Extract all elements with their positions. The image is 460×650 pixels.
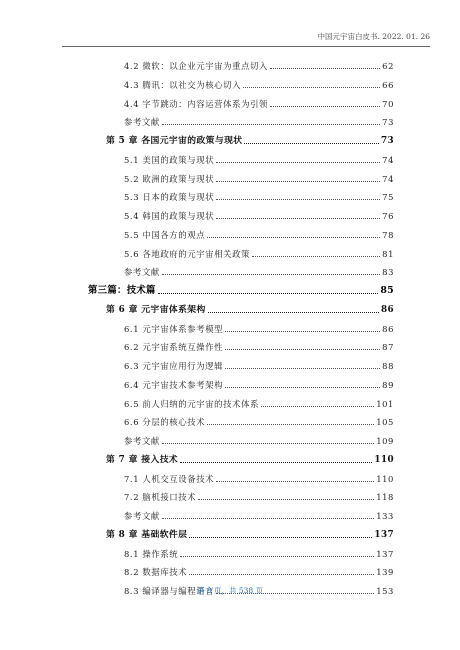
toc-entry-title: 5.5 中国各方的观点	[124, 229, 206, 240]
dot-leader	[180, 556, 374, 557]
toc-entry-title: 5.3 日本的政策与现状	[124, 192, 215, 203]
toc-entry[interactable]	[124, 223, 394, 241]
toc-entry-title: 参考文献	[124, 117, 160, 128]
toc-entry[interactable]	[124, 429, 394, 447]
toc-entry-page-number: 75	[382, 192, 394, 203]
dot-leader	[270, 68, 380, 69]
toc-entry-page-number: 62	[382, 61, 394, 71]
toc-entry-page-number: 105	[376, 417, 394, 428]
toc-entry-page-number: 110	[376, 473, 394, 484]
toc-entry-page-number: 73	[380, 136, 394, 146]
toc-entry-page-number: 109	[376, 436, 394, 446]
toc-entry-title: 第 5 章 各国元宇宙的政策与现状	[106, 136, 243, 146]
dot-leader	[243, 87, 380, 88]
dot-leader	[225, 349, 380, 350]
running-header: 中国元宇宙白皮书. 2022. 01. 26	[317, 32, 430, 41]
toc-entry[interactable]	[124, 410, 394, 428]
toc-entry[interactable]	[124, 504, 394, 522]
dot-leader	[225, 368, 380, 369]
toc-entry[interactable]	[124, 392, 394, 410]
toc-entry-title: 5.6 各地政府的元宇宙相关政策	[124, 248, 251, 259]
toc-entry-title: 参考文献	[124, 267, 160, 278]
toc-entry[interactable]	[124, 54, 394, 72]
toc-entry-page-number: 81	[382, 248, 394, 259]
toc-entry-title: 6.3 元宇宙应用行为逻辑	[124, 361, 224, 371]
dot-leader	[189, 537, 372, 538]
toc-entry-title: 参考文献	[124, 436, 160, 446]
toc-entry[interactable]	[106, 129, 394, 147]
toc-entry[interactable]	[124, 73, 394, 91]
dot-leader	[180, 462, 372, 463]
toc-entry[interactable]	[124, 185, 394, 203]
toc-entry[interactable]	[124, 542, 394, 560]
dot-leader	[216, 162, 380, 163]
toc-entry-page-number: 87	[382, 342, 394, 353]
dot-leader	[244, 143, 378, 144]
toc-entry-title: 4.3 腾讯：以社交为核心切入	[124, 79, 242, 90]
dot-leader	[162, 443, 374, 444]
toc-entry[interactable]	[106, 523, 394, 541]
toc-entry[interactable]	[124, 92, 394, 110]
toc-entry-page-number: 110	[374, 454, 394, 465]
dot-leader	[162, 124, 380, 125]
toc-entry-page-number: 78	[382, 229, 394, 240]
dot-leader	[216, 181, 380, 182]
toc-entry-title: 7.1 人机交互设备技术	[124, 473, 215, 484]
toc-entry-page-number: 89	[382, 379, 394, 390]
toc-entry[interactable]	[124, 148, 394, 166]
toc-entry-page-number: 137	[376, 548, 394, 559]
dot-leader	[158, 293, 379, 294]
toc-entry-title: 参考文献	[124, 511, 160, 521]
toc-entry-page-number: 76	[382, 211, 394, 221]
toc-entry[interactable]	[106, 448, 394, 466]
toc-entry-title: 第 8 章 基础软件层	[106, 529, 188, 540]
toc-entry-page-number: 74	[382, 173, 394, 184]
toc-entry[interactable]	[124, 354, 394, 372]
toc-entry-page-number: 74	[382, 154, 394, 165]
dot-leader	[225, 331, 380, 332]
dot-leader	[207, 237, 380, 238]
toc-entry-title: 8.2 数据库技术	[124, 567, 188, 578]
dot-leader	[198, 499, 374, 500]
dot-leader	[208, 312, 379, 313]
toc-entry-page-number: 86	[382, 323, 394, 334]
toc-entry-title: 第 7 章 接入技术	[106, 454, 179, 465]
dot-leader	[162, 518, 374, 519]
toc-entry[interactable]	[124, 560, 394, 578]
toc-entry[interactable]	[124, 317, 394, 335]
dot-leader	[216, 218, 380, 219]
dot-leader	[216, 481, 374, 482]
toc-entry-title: 6.5 前人归纳的元宇宙的技术体系	[124, 398, 260, 409]
toc-entry-page-number: 66	[382, 79, 394, 90]
toc-entry-page-number: 139	[376, 567, 394, 578]
toc-entry-title: 6.6 分层的核心技术	[124, 417, 206, 428]
toc-entry[interactable]	[124, 260, 394, 278]
dot-leader	[270, 106, 380, 107]
toc-entry-page-number: 101	[376, 398, 394, 409]
toc-entry[interactable]	[88, 279, 394, 297]
dot-leader	[216, 199, 380, 200]
toc-entry-title: 8.1 操作系统	[124, 548, 179, 559]
dot-leader	[252, 256, 380, 257]
dot-leader	[189, 574, 374, 575]
toc-entry-title: 第三篇：技术篇	[88, 285, 156, 296]
toc-entry-page-number: 70	[382, 98, 394, 109]
toc-entry-page-number: 118	[376, 492, 394, 503]
toc-entry[interactable]	[124, 167, 394, 185]
toc-entry-page-number: 137	[374, 529, 394, 540]
toc-entry-page-number: 83	[382, 267, 394, 278]
dot-leader	[162, 274, 380, 275]
toc-entry-title: 5.4 韩国的政策与现状	[124, 211, 215, 221]
toc-entry[interactable]	[124, 110, 394, 128]
toc-entry[interactable]	[124, 242, 394, 260]
dot-leader	[261, 406, 374, 407]
toc-entry-title: 8.3 编译器与编程语言	[124, 586, 215, 596]
toc-entry-page-number: 85	[380, 285, 394, 296]
toc-entry[interactable]	[124, 204, 394, 222]
toc-entry-page-number: 73	[382, 117, 394, 128]
toc-entry-title: 6.2 元宇宙系统互操作性	[124, 342, 224, 353]
dot-leader	[207, 424, 374, 425]
toc-entry-title: 第 6 章 元宇宙体系架构	[106, 304, 206, 315]
toc-entry-title: 6.1 元宇宙体系参考模型	[124, 323, 224, 334]
toc-entry-title: 5.1 美国的政策与现状	[124, 154, 215, 165]
header-divider	[62, 46, 430, 47]
toc-entry[interactable]	[124, 485, 394, 503]
dot-leader	[225, 387, 380, 388]
toc-entry-title: 4.2 微软：以企业元宇宙为重点切入	[124, 61, 269, 71]
toc-entry-title: 5.2 欧洲的政策与现状	[124, 173, 215, 184]
toc-entry-page-number: 88	[382, 361, 394, 371]
toc-entry-page-number: 86	[380, 304, 394, 315]
toc-entry[interactable]	[124, 373, 394, 391]
toc-entry-title: 7.2 脑机接口技术	[124, 492, 197, 503]
toc-entry[interactable]	[124, 467, 394, 485]
toc-entry-page-number: 153	[376, 586, 394, 596]
toc-entry-title: 6.4 元宇宙技术参考架构	[124, 379, 224, 390]
toc-entry-page-number: 133	[376, 511, 394, 521]
toc-entry-title: 4.4 字节跳动：内容运营体系为引领	[124, 98, 269, 109]
page-footer: 第 8 页，共 538 页	[196, 586, 264, 595]
toc-entry[interactable]	[124, 335, 394, 353]
toc-entry[interactable]	[106, 298, 394, 316]
